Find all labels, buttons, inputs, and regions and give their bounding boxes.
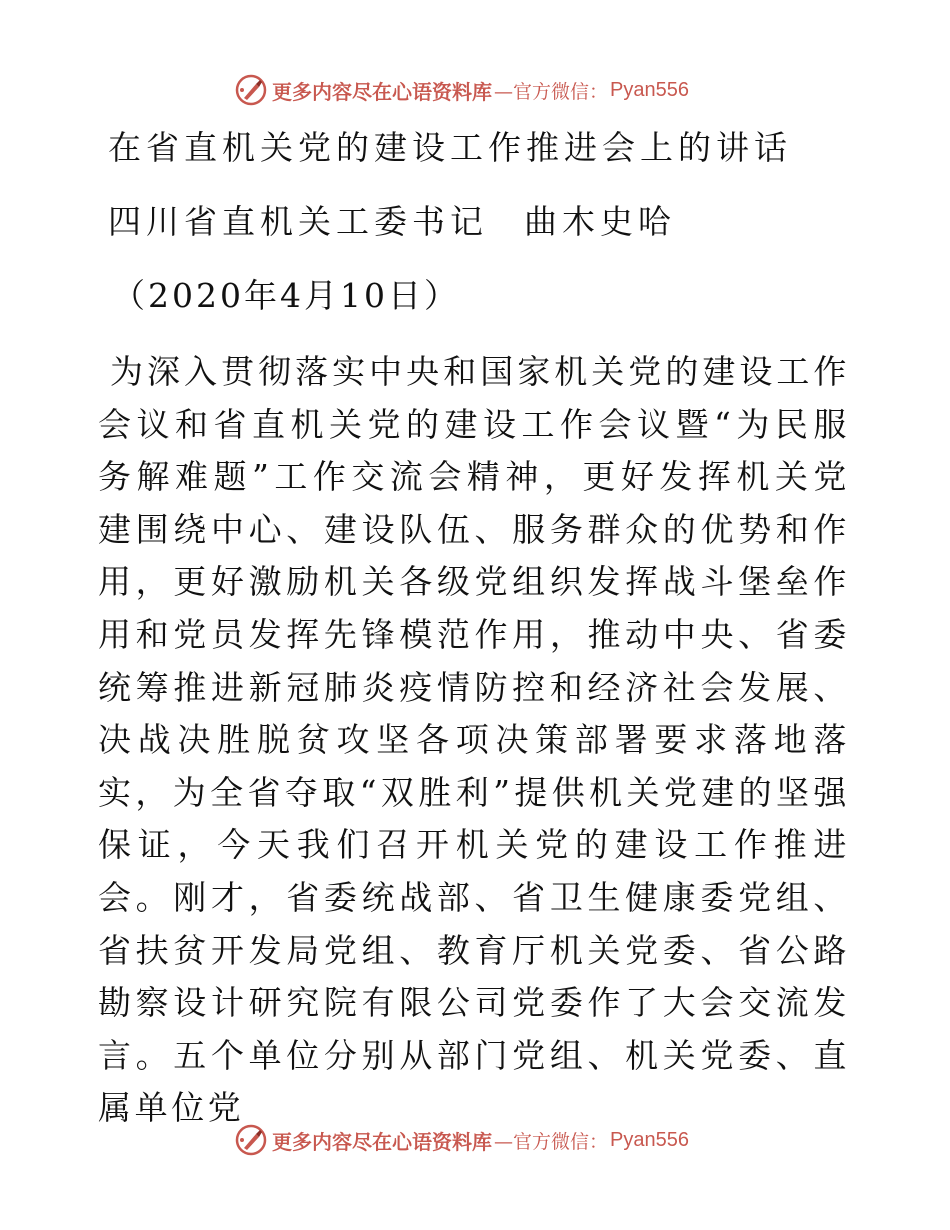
watermark-account: Pyan556 [610,1128,689,1151]
watermark-account: Pyan556 [610,78,689,101]
watermark-main-text: 更多内容尽在心语资料库 [272,1129,492,1154]
pen-circle-logo-icon [234,73,268,107]
watermark-header [234,72,689,108]
watermark-separator: —官方微信： [494,80,609,103]
watermark-separator: —官方微信： [494,1130,609,1153]
document-title: 在省直机关党的建设工作推进会上的讲话 [108,128,792,167]
body-paragraph: 为深入贯彻落实中央和国家机关党的建设工作会议和省直机关党的建设工作会议暨“为民服务解难题”工作交流会精神，更好发挥机关党建围绕中心、建设队伍、服务群众的优势和作用，更好激励机关各级党组织发挥战斗堡垒作用和党员发挥先锋模范作用，推动中央、省委统筹推进新冠肺炎疫情防控和经济社会发展、决战决胜脱贫攻坚各项决策部署要求落地落实，为全省夺取“双胜利”提供机关党建的坚强保证，今天我们召开机关党的建设工作推进会。刚才，省委统战部、省卫生健康委党组、省扶贫开发局党组、教育厅机关党委、省公路勘察设计研究院有限公司党委作了大会交流发言。五个单位分别从部门党组、机关党委、直属单位党 [98,352,850,1128]
author-name: 曲木史哈 [524,202,676,241]
author-line [108,202,676,242]
watermark-main-text: 更多内容尽在心语资料库 [272,79,492,104]
author-position: 四川省直机关工委书记 [108,202,488,241]
pen-circle-logo-icon [234,1123,268,1157]
watermark-footer [234,1122,689,1158]
speech-date: （2020年4月10日） [112,276,460,315]
